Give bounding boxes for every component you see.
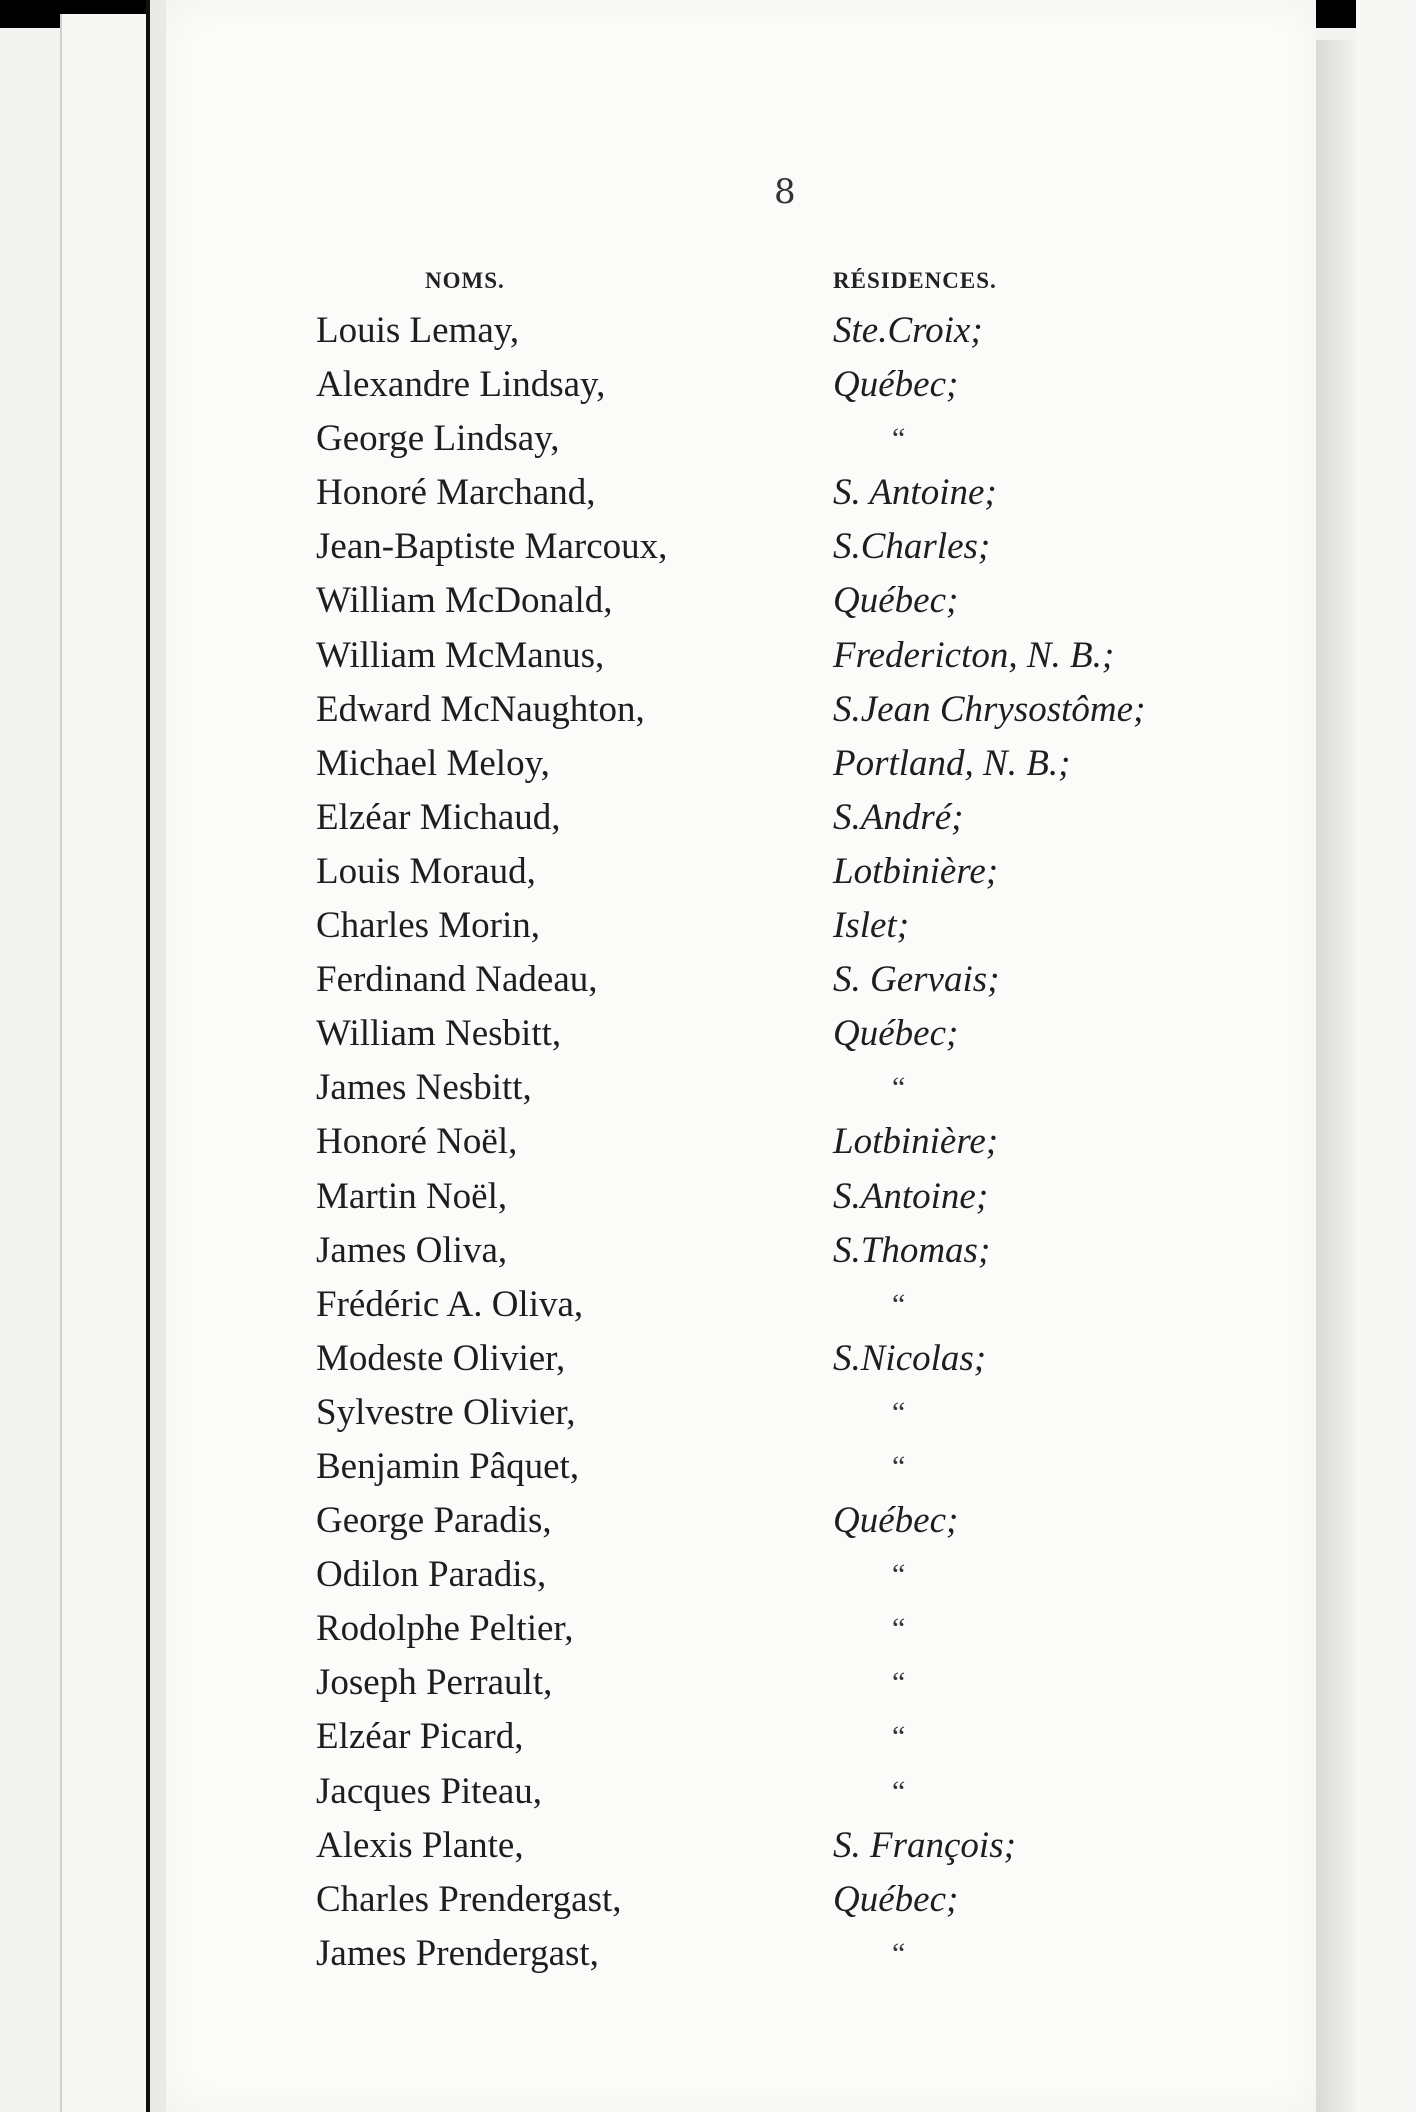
ditto-mark: “: [892, 1612, 906, 1646]
residence: S.Charles;: [833, 526, 991, 568]
list-row: [300, 1224, 1280, 1278]
residence: S.Jean Chrysostôme;: [833, 688, 1146, 730]
residence: S. François;: [833, 1824, 1016, 1866]
residence: Québec;: [833, 580, 959, 622]
list-row: [300, 953, 1280, 1007]
list-row: [300, 1927, 1280, 1981]
list-row: [300, 1819, 1280, 1873]
residence: Québec;: [833, 1500, 959, 1542]
residence: Québec;: [833, 1013, 959, 1055]
ditto-mark: “: [892, 1774, 906, 1808]
person-name: Charles Prendergast,: [316, 1878, 622, 1920]
person-name: Alexandre Lindsay,: [316, 364, 606, 406]
column-header-residences: RÉSIDENCES.: [833, 268, 997, 293]
list-row: [300, 1386, 1280, 1440]
person-name: Sylvestre Olivier,: [316, 1391, 576, 1433]
person-name: Modeste Olivier,: [316, 1337, 566, 1379]
page-number: 8: [774, 172, 796, 212]
residence: Québec;: [833, 364, 959, 406]
person-name: James Nesbitt,: [316, 1067, 532, 1109]
person-name: Honoré Noël,: [316, 1121, 518, 1163]
list-row: [300, 1602, 1280, 1656]
list-row: [300, 683, 1280, 737]
list-row: [300, 358, 1280, 412]
person-name: George Lindsay,: [316, 418, 560, 460]
ditto-mark: “: [892, 1395, 906, 1429]
list-row: [300, 1007, 1280, 1061]
ditto-mark: “: [892, 1449, 906, 1483]
ditto-mark: “: [892, 1936, 906, 1970]
residence: Portland, N. B.;: [833, 742, 1071, 784]
list-row: [300, 899, 1280, 953]
ditto-mark: “: [892, 1666, 906, 1700]
person-name: Louis Moraud,: [316, 850, 536, 892]
list-row: [300, 1278, 1280, 1332]
residence: S. Gervais;: [833, 959, 1000, 1001]
list-row: [300, 1765, 1280, 1819]
ditto-mark: “: [892, 1071, 906, 1105]
list-row: [300, 520, 1280, 574]
residence: S.Thomas;: [833, 1229, 991, 1271]
person-name: Jacques Piteau,: [316, 1770, 543, 1812]
person-name: Odilon Paradis,: [316, 1554, 547, 1596]
person-name: Rodolphe Peltier,: [316, 1608, 574, 1650]
residence: Ste.Croix;: [833, 310, 983, 351]
residence: S. Antoine;: [833, 472, 997, 514]
list-row: [300, 845, 1280, 899]
column-header-names: NOMS.: [425, 268, 505, 293]
list-row: [300, 1061, 1280, 1115]
list-row: [300, 1873, 1280, 1927]
person-name: William McManus,: [316, 634, 605, 676]
person-name: Honoré Marchand,: [316, 472, 596, 514]
person-name: Jean-Baptiste Marcoux,: [316, 526, 668, 568]
person-name: William Nesbitt,: [316, 1013, 562, 1055]
list-row: [300, 737, 1280, 791]
residence: Lotbinière;: [833, 850, 999, 892]
list-row: [300, 629, 1280, 683]
name-residence-list: [300, 304, 1280, 1981]
list-row: [300, 1656, 1280, 1710]
person-name: William McDonald,: [316, 580, 613, 622]
person-name: Benjamin Pâquet,: [316, 1445, 580, 1487]
list-row: [300, 1115, 1280, 1169]
list-row: [300, 1440, 1280, 1494]
person-name: George Paradis,: [316, 1500, 552, 1542]
person-name: Frédéric A. Oliva,: [316, 1283, 584, 1325]
adjacent-page-margin: [1356, 0, 1416, 2112]
residence: S.Antoine;: [833, 1175, 989, 1217]
list-row: [300, 791, 1280, 845]
page-gutter-shadow: [1316, 40, 1356, 2112]
list-row: [300, 304, 1280, 358]
person-name: Elzéar Michaud,: [316, 796, 561, 838]
list-row: [300, 1332, 1280, 1386]
list-row: [300, 1494, 1280, 1548]
list-row: [300, 574, 1280, 628]
residence: Fredericton, N. B.;: [833, 634, 1115, 676]
person-name: Alexis Plante,: [316, 1824, 524, 1866]
residence: S.Nicolas;: [833, 1337, 987, 1379]
person-name: Michael Meloy,: [316, 742, 550, 784]
residence: S.André;: [833, 796, 964, 838]
list-row: [300, 1710, 1280, 1764]
person-name: James Oliva,: [316, 1229, 508, 1271]
list-row: [300, 412, 1280, 466]
person-name: Joseph Perrault,: [316, 1662, 553, 1704]
person-name: Ferdinand Nadeau,: [316, 959, 598, 1001]
ditto-mark: “: [892, 1720, 906, 1754]
list-row: [300, 1548, 1280, 1602]
list-row: [300, 1170, 1280, 1224]
ditto-mark: “: [892, 1287, 906, 1321]
person-name: Charles Morin,: [316, 905, 541, 947]
person-name: Louis Lemay,: [316, 310, 520, 351]
ditto-mark: “: [892, 422, 906, 456]
person-name: James Prendergast,: [316, 1932, 599, 1974]
person-name: Martin Noël,: [316, 1175, 508, 1217]
person-name: Elzéar Picard,: [316, 1716, 524, 1758]
residence: Islet;: [833, 905, 910, 947]
list-row: [300, 466, 1280, 520]
residence: Québec;: [833, 1878, 959, 1920]
ditto-mark: “: [892, 1558, 906, 1592]
residence: Lotbinière;: [833, 1121, 999, 1163]
person-name: Edward McNaughton,: [316, 688, 645, 730]
